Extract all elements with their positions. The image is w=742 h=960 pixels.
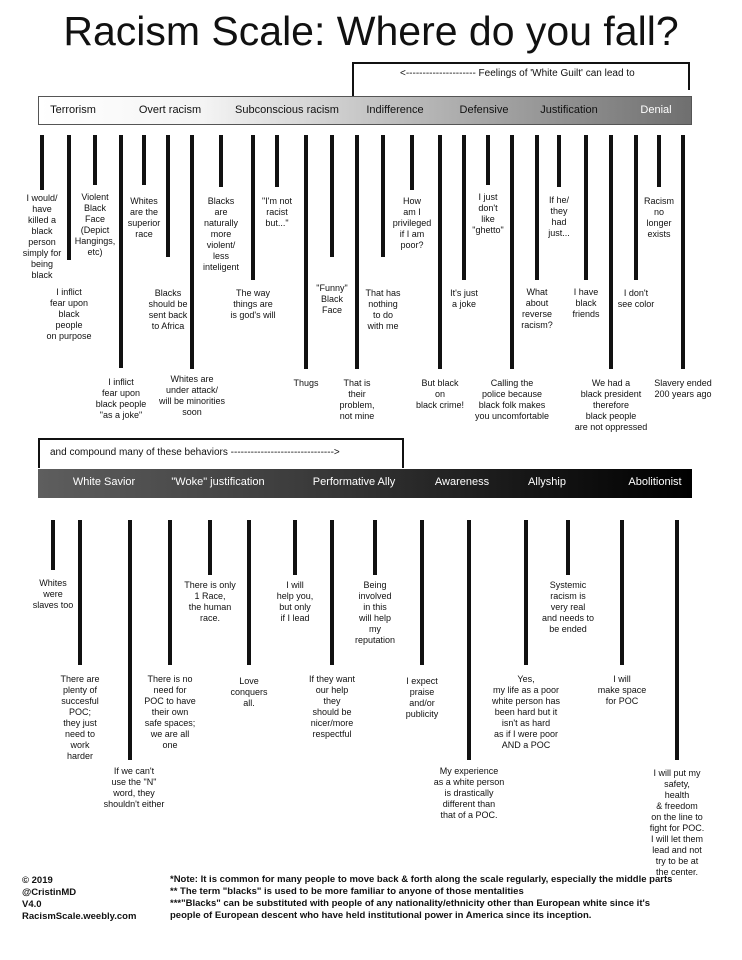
scale1-line [486, 135, 490, 185]
scale2-statement: If we can't use the "N" word, they shouldn't either [103, 766, 165, 809]
scale1-line [40, 135, 44, 190]
scale1-statement: Calling the police because black folk makes you uncomfortable [474, 378, 550, 421]
ally-scale-band [38, 469, 692, 498]
footer-note: *Note: It is common for many people to move back & forth along the scale regularly, especially the middle parts [170, 874, 673, 885]
scale1-line [355, 135, 359, 369]
scale1-line [557, 135, 561, 187]
scale1-label-indifference: Indifference [366, 104, 424, 116]
scale1-line [381, 135, 385, 257]
scale2-line [128, 520, 132, 760]
scale2-statement: My experience as a white person is drastically different than that of a POC. [433, 766, 505, 820]
scale2-statement: There is only 1 Race, the human race. [184, 580, 236, 623]
scale2-statement: There is no need for POC to have their own safe spaces; we are all one [144, 674, 196, 750]
guilt-note: <--------------------- Feelings of 'White Guilt' can lead to [400, 68, 635, 79]
scale1-statement: Whites are under attack/ will be minorities soon [158, 374, 226, 417]
racism-scale-band [38, 96, 692, 125]
scale2-statement: I will put my safety, health & freedom on the line to fight for POC. I will let them lead and not try to be at the center. [649, 768, 705, 877]
scale1-statement: Blacks should be sent back to Africa [148, 288, 188, 331]
scale2-statement: There are plenty of succesful POC; they just need to work harder [60, 674, 100, 761]
scale2-line [373, 520, 377, 575]
scale2-label-awareness: Awareness [434, 476, 490, 488]
scale1-line [93, 135, 97, 185]
scale1-line [190, 135, 194, 369]
scale1-line [119, 135, 123, 368]
scale1-line [657, 135, 661, 187]
scale1-line [275, 135, 279, 187]
scale2-statement: If they want our help they should be nicer/more respectful [308, 674, 356, 739]
scale1-statement: I would/ have killed a black person simply for being black [22, 193, 62, 280]
scale1-statement: Violent Black Face (Depict Hangings, etc) [74, 192, 116, 257]
scale2-label-performative: Performative Ally [312, 476, 396, 488]
scale1-line [251, 135, 255, 280]
scale2-statement: Love conquers all. [230, 676, 268, 708]
scale1-statement: But black on black crime! [415, 378, 465, 410]
scale1-line [584, 135, 588, 280]
scale1-line [410, 135, 414, 190]
scale1-statement: If he/ they had just... [548, 195, 570, 238]
scale2-label-abolitionist: Abolitionist [628, 476, 682, 488]
scale1-statement: It's just a joke [450, 288, 478, 309]
scale2-label-white-savior: White Savior [72, 476, 136, 488]
footer-note: ** The term "blacks" is used to be more familiar to anyone of those mentalities [170, 886, 524, 897]
scale2-line [566, 520, 570, 575]
scale2-line [420, 520, 424, 665]
scale2-label-allyship: Allyship [528, 476, 566, 488]
scale1-line [330, 135, 334, 257]
scale2-line [330, 520, 334, 665]
scale1-statement: Blacks are naturally more violent/ less inteligent [202, 196, 240, 272]
page-title: Racism Scale: Where do you fall? [63, 8, 679, 54]
scale1-statement: "I'm not racist but..." [262, 196, 292, 228]
footer-note: ***"Blacks" can be substituted with people of any nationality/ethnicity other than European white since it's [170, 898, 651, 909]
scale1-line [681, 135, 685, 369]
scale2-line [208, 520, 212, 575]
scale2-line [467, 520, 471, 760]
scale1-line [535, 135, 539, 280]
scale1-line [219, 135, 223, 187]
scale1-label-defensive: Defensive [459, 104, 509, 116]
scale2-line [247, 520, 251, 665]
scale1-statement: Thugs [293, 378, 319, 388]
scale1-label-terrorism: Terrorism [50, 104, 96, 116]
scale1-label-overt: Overt racism [138, 104, 202, 116]
scale1-statement: We had a black president therefore black people are not oppressed [574, 378, 648, 432]
scale1-statement: I have black friends [572, 287, 600, 319]
scale1-statement: I just don't like "ghetto" [472, 192, 504, 235]
compound-note: and compound many of these behaviors -------------------------------> [50, 447, 340, 458]
guilt-bracket-stem [352, 62, 354, 98]
scale1-statement: "Funny" Black Face [316, 283, 348, 315]
scale1-line [510, 135, 514, 369]
scale2-line [78, 520, 82, 665]
scale1-statement: Slavery ended 200 years ago [654, 378, 712, 399]
scale1-label-denial: Denial [640, 104, 672, 116]
scale2-statement: I will make space for POC [597, 674, 647, 706]
scale1-line [462, 135, 466, 280]
scale2-line [293, 520, 297, 575]
scale2-statement: I expect praise and/or publicity [405, 676, 439, 719]
scale1-label-justification: Justification [540, 104, 598, 116]
scale1-statement: Racism no longer exists [643, 196, 675, 239]
scale1-statement: I inflict fear upon black people "as a joke" [95, 377, 147, 420]
scale1-statement: That has nothing to do with me [365, 288, 401, 331]
scale1-label-subconscious: Subconscious racism [235, 104, 339, 116]
scale2-statement: I will help you, but only if I lead [276, 580, 314, 623]
scale2-line [51, 520, 55, 570]
scale2-line [620, 520, 624, 665]
scale1-line [634, 135, 638, 280]
scale2-label-woke: "Woke" justification [171, 476, 265, 488]
scale1-statement: That is their problem, not mine [339, 378, 375, 421]
scale2-statement: Whites were slaves too [32, 578, 74, 610]
scale2-line [524, 520, 528, 665]
scale1-line [166, 135, 170, 257]
scale1-line [609, 135, 613, 369]
scale1-line [67, 135, 71, 260]
scale1-statement: I don't see color [617, 288, 655, 309]
footer-credits: © 2019 @CristinMD V4.0 RacismScale.weebly.com [22, 875, 137, 922]
scale1-line [142, 135, 146, 185]
scale1-line [438, 135, 442, 369]
scale2-statement: Yes, my life as a poor white person has been hard but it isn't as hard as if I were poor AND a POC [491, 674, 561, 750]
scale1-statement: I inflict fear upon black people on purpose [46, 287, 92, 341]
scale1-line [304, 135, 308, 369]
scale2-line [168, 520, 172, 665]
scale1-statement: The way things are is god's will [230, 288, 276, 320]
scale2-line [675, 520, 679, 760]
scale2-statement: Being involved in this will help my reputation [354, 580, 396, 645]
footer-notes [170, 874, 672, 922]
scale1-statement: What about reverse racism? [521, 287, 553, 330]
scale1-statement: Whites are the superior race [127, 196, 161, 239]
scale2-statement: Systemic racism is very real and needs to be ended [541, 580, 595, 634]
scale1-statement: How am I privileged if I am poor? [392, 196, 432, 250]
footer-note: people of European descent who have held institutional power in America since its inception. [170, 910, 592, 921]
